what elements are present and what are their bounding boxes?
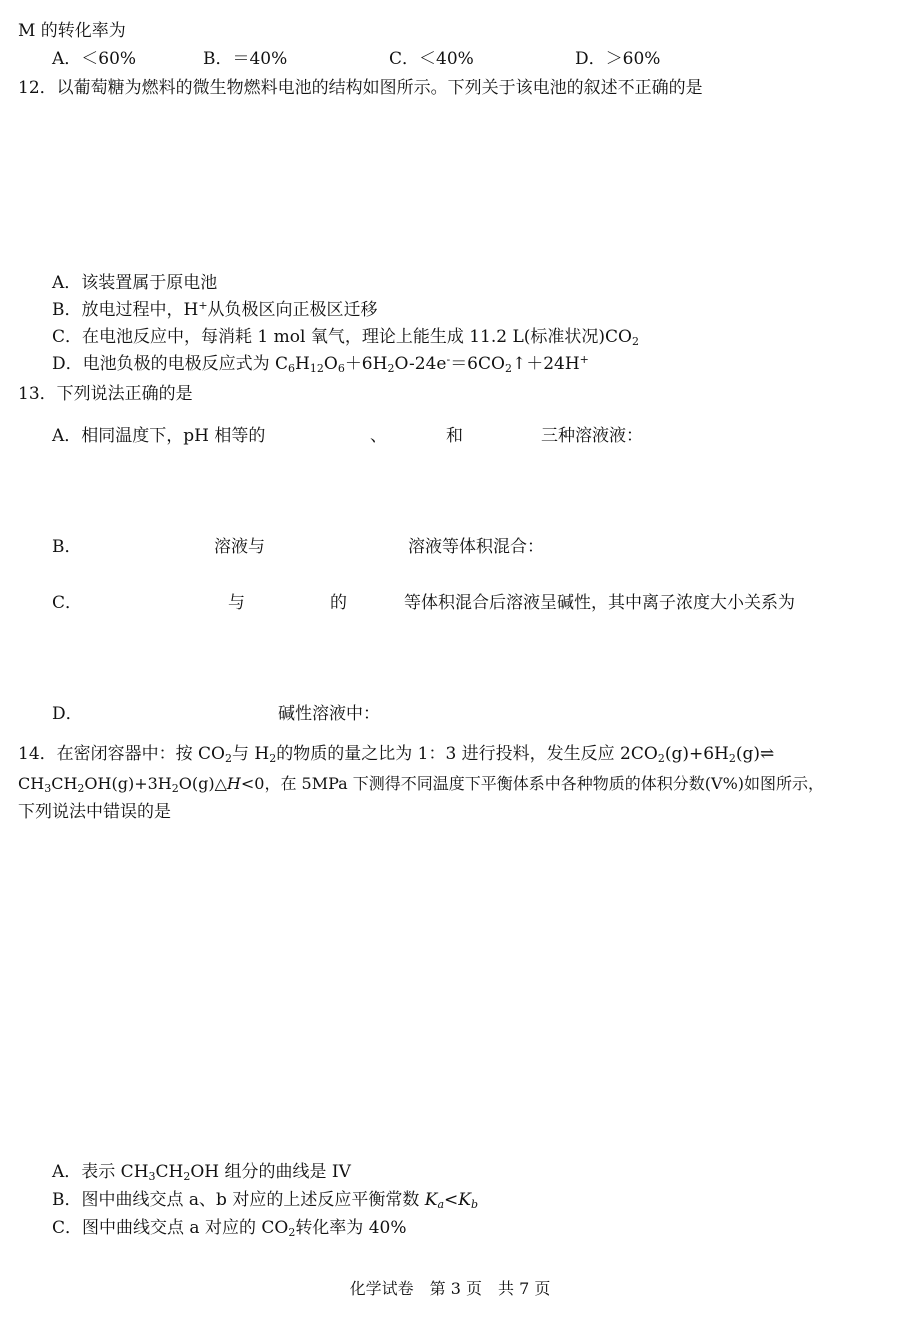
q13-option-c-2: 与 — [228, 593, 245, 613]
q12-option-d: D．电池负极的电极反应式为 $C_6H_{12}O_6+6H_2O-24e^-=6CO_2↑+24H^+$ — [52, 353, 589, 375]
q12-option-c: C．在电池反应中，每消耗 1 mol 氧气，理论上能生成 11.2 L(标准状况)$CO_2$ — [52, 327, 639, 348]
q14-option-a: A．表示 $CH_3CH_2OH$ 组分的曲线是 IV — [52, 1162, 351, 1183]
q11-option-a: A．＜60% — [52, 49, 137, 69]
q14-stem-line-1: 14．在密闭容器中：按 $CO_2$与 $H_2$的物质的量之比为 1：3 进行投料，发生反应 $2CO_2(g)+6H_2(g)\rightleftharpoons$ — [18, 744, 775, 765]
q13-option-a-2: 、 — [370, 426, 387, 446]
q13-option-a-1: A．相同温度下，pH 相等的 — [52, 426, 266, 446]
q13-option-a-3: 和 — [446, 426, 463, 446]
q11-option-b: B．＝40% — [203, 49, 288, 69]
q12-option-b: B．放电过程中，H+从负极区向正极区迁移 — [52, 299, 378, 320]
q11-option-d: D．＞60% — [575, 49, 661, 69]
q13-stem: 13．下列说法正确的是 — [18, 384, 193, 404]
q13-option-b-2: 溶液与 — [214, 537, 265, 557]
q11-stem-end: M 的转化率为 — [18, 21, 126, 41]
q13-option-d-2: 碱性溶液中： — [278, 704, 380, 724]
q13-option-c-3: 的 — [330, 593, 347, 613]
page-footer: 化学试卷 第 3 页 共 7 页 — [349, 1279, 551, 1298]
q13-option-c-1: C． — [52, 593, 83, 613]
q13-option-d-1: D． — [52, 704, 83, 724]
q14-option-b: B．图中曲线交点 a、b 对应的上述反应平衡常数 $K_a<K_b$ — [52, 1190, 478, 1211]
q14-stem-line-3: 下列说法中错误的是 — [18, 802, 171, 822]
q13-option-b-1: B． — [52, 537, 82, 557]
q12-option-a: A．该装置属于原电池 — [52, 273, 218, 293]
q12-stem: 12．以葡萄糖为燃料的微生物燃料电池的结构如图所示。下列关于该电池的叙述不正确的是 — [18, 78, 703, 98]
q13-option-c-4: 等体积混合后溶液呈碱性，其中离子浓度大小关系为 — [404, 593, 795, 613]
q13-option-b-3: 溶液等体积混合： — [408, 537, 544, 557]
q14-option-c: C．图中曲线交点 a 对应的 $CO_2$转化率为 40% — [52, 1218, 407, 1239]
q11-option-c: C．＜40% — [389, 49, 474, 69]
q13-option-a-4: 三种溶液液： — [541, 426, 643, 446]
q14-stem-line-2: $CH_3CH_2OH(g)+3H_2O(g)\triangle H<0$，在 5MPa 下测得不同温度下平衡体系中各种物质的体积分数(V%)如图所示， — [18, 774, 825, 795]
